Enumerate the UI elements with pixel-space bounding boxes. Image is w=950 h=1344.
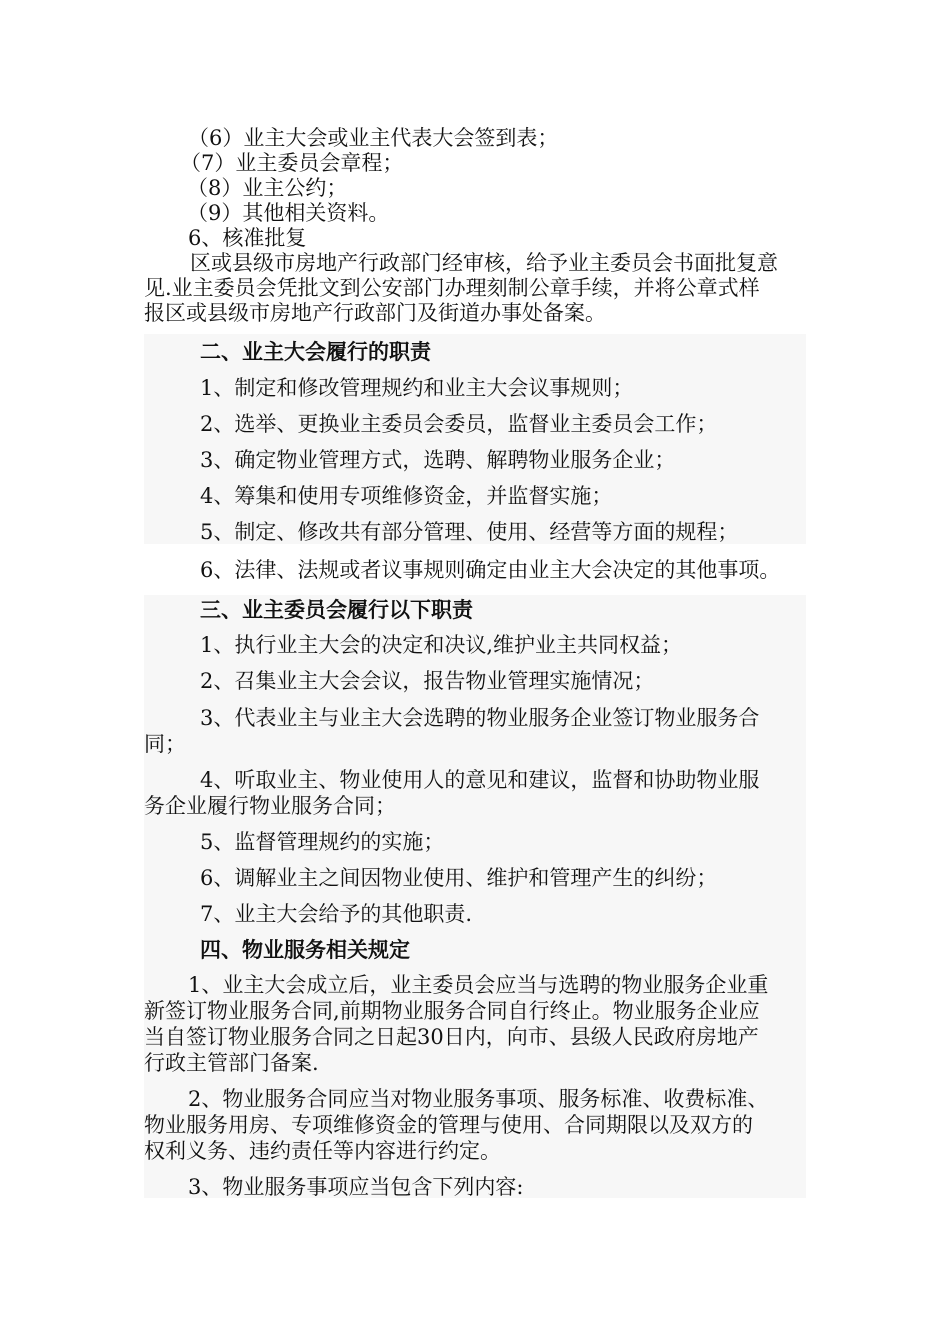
shaded-band bbox=[144, 334, 806, 544]
section-heading: 四、物业服务相关规定 bbox=[200, 937, 410, 962]
section-heading: 三、业主委员会履行以下职责 bbox=[200, 597, 473, 622]
list-item: 2、选举、更换业主委员会委员，监督业主委员会工作； bbox=[200, 412, 718, 436]
paragraph-line: 报区或县级市房地产行政部门及街道办事处备案。 bbox=[144, 301, 606, 325]
paragraph-line: 新签订物业服务合同,前期物业服务合同自行终止。物业服务企业应 bbox=[144, 999, 760, 1023]
paragraph-line: 1、业主大会成立后，业主委员会应当与选聘的物业服务企业重 bbox=[188, 973, 769, 997]
paragraph-line: 3、物业服务事项应当包含下列内容: bbox=[188, 1175, 524, 1199]
paragraph-line: 2、物业服务合同应当对物业服务事项、服务标准、收费标准、 bbox=[188, 1087, 769, 1111]
list-item: 1、制定和修改管理规约和业主大会议事规则； bbox=[200, 376, 634, 400]
list-item: 4、筹集和使用专项维修资金，并监督实施； bbox=[200, 484, 613, 508]
list-item: （8）业主公约； bbox=[187, 176, 348, 200]
step-title: 6、核准批复 bbox=[188, 226, 307, 250]
list-item: 5、制定、修改共有部分管理、使用、经营等方面的规程； bbox=[200, 520, 739, 544]
list-item: 6、法律、法规或者议事规则确定由业主大会决定的其他事项。 bbox=[200, 558, 781, 582]
list-item: （9）其他相关资料。 bbox=[187, 201, 390, 225]
list-item: 1、执行业主大会的决定和决议,维护业主共同权益； bbox=[200, 633, 683, 657]
list-item-continuation: 务企业履行物业服务合同； bbox=[144, 794, 396, 818]
list-item: （7）业主委员会章程； bbox=[180, 151, 404, 175]
paragraph-line: 权利义务、违约责任等内容进行约定。 bbox=[144, 1139, 501, 1163]
list-item: 3、代表业主与业主大会选聘的物业服务企业签订物业服务合 bbox=[200, 706, 760, 730]
section-heading: 二、业主大会履行的职责 bbox=[200, 339, 431, 364]
list-item: 4、听取业主、物业使用人的意见和建议，监督和协助物业服 bbox=[200, 768, 760, 792]
paragraph-line: 行政主管部门备案. bbox=[144, 1051, 319, 1075]
list-item-continuation: 同； bbox=[144, 732, 186, 756]
list-item: 7、业主大会给予的其他职责. bbox=[200, 902, 473, 926]
list-item: 5、监督管理规约的实施； bbox=[200, 830, 445, 854]
paragraph-line: 物业服务用房、专项维修资金的管理与使用、合同期限以及双方的 bbox=[144, 1113, 753, 1137]
list-item: 3、确定物业管理方式，选聘、解聘物业服务企业； bbox=[200, 448, 676, 472]
list-item: 6、调解业主之间因物业使用、维护和管理产生的纠纷； bbox=[200, 866, 718, 890]
paragraph-line: 见.业主委员会凭批文到公安部门办理刻制公章手续，并将公章式样 bbox=[144, 276, 760, 300]
paragraph-line: 当自签订物业服务合同之日起30日内，向市、县级人民政府房地产 bbox=[144, 1025, 759, 1049]
list-item: （6）业主大会或业主代表大会签到表； bbox=[188, 126, 559, 150]
paragraph-line: 区或县级市房地产行政部门经审核，给予业主委员会书面批复意 bbox=[190, 251, 778, 275]
list-item: 2、召集业主大会会议，报告物业管理实施情况； bbox=[200, 669, 655, 693]
